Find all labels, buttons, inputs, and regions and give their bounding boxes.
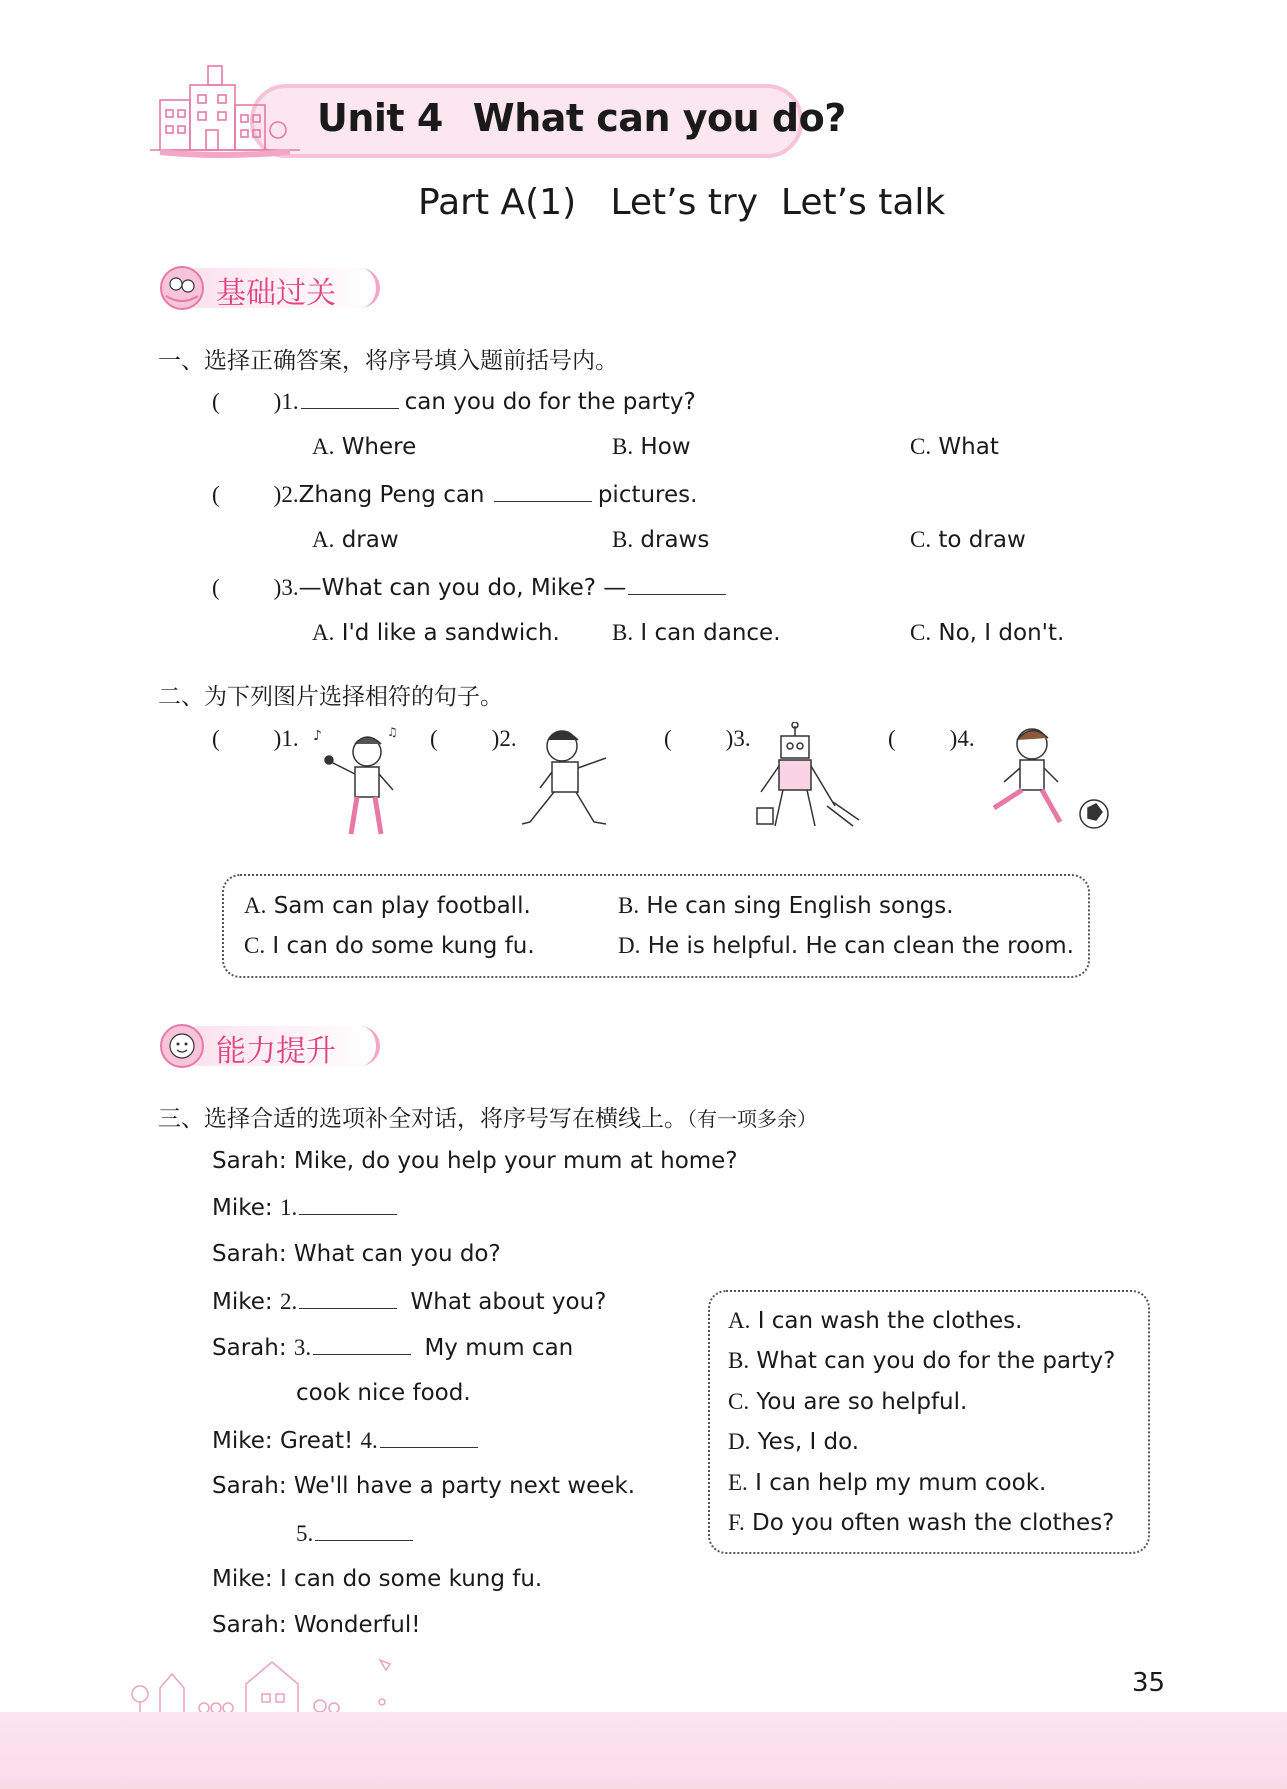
dialogue-line-3: Sarah: What can you do?	[212, 1241, 501, 1267]
q1-item-2-option-a: A. draw	[312, 527, 399, 553]
dialogue-line-11: Sarah: Wonderful!	[212, 1612, 421, 1638]
q2-choice-b: B. He can sing English songs.	[618, 893, 954, 919]
answer-bracket[interactable]: ( )2.	[212, 482, 299, 507]
q1-item-2: ( )2.Zhang Peng can pictures.	[212, 482, 698, 508]
picture-bracket-4[interactable]: ( )4.	[888, 726, 975, 751]
svg-text:♫: ♫	[387, 725, 398, 739]
q1-item-3-option-c: C. No, I don't.	[910, 620, 1065, 646]
answer-blank[interactable]	[380, 1427, 478, 1448]
answer-blank[interactable]	[628, 574, 726, 595]
q1-item-3: ( )3.—What can you do, Mike? —	[212, 574, 732, 601]
answer-bracket[interactable]: ( )3.	[212, 575, 299, 600]
picture-bracket-1[interactable]: ( )1.	[212, 726, 299, 751]
smiling-kid-icon	[158, 1022, 206, 1070]
unit-title: What can you do?	[472, 96, 846, 140]
q3-option-f: F. Do you often wash the clothes?	[728, 1510, 1115, 1536]
q1-item-1: ( )1. can you do for the party?	[212, 389, 696, 415]
dialogue-line-10: Mike: I can do some kung fu.	[212, 1566, 543, 1592]
q1-item-3-option-b: B. I can dance.	[612, 620, 781, 646]
q2-choice-c: C. I can do some kung fu.	[244, 933, 535, 959]
q1-item-1-option-a: A. Where	[312, 434, 417, 460]
dialogue-line-7: Mike: Great! 4.	[212, 1427, 484, 1454]
q2-choices-box	[222, 874, 1090, 978]
footer-band	[0, 1712, 1287, 1789]
singing-boy-picture	[305, 722, 405, 842]
svg-text:♪: ♪	[313, 728, 322, 744]
q3-option-b: B. What can you do for the party?	[728, 1348, 1116, 1374]
page-number: 35	[1132, 1668, 1166, 1698]
section-heading-advanced	[158, 1020, 380, 1072]
q1-item-1-option-b: B. How	[612, 434, 691, 460]
footer-town-decoration	[120, 1640, 440, 1720]
dialogue-line-4: Mike: 2. What about you?	[212, 1289, 607, 1315]
unit-number: Unit 4	[317, 96, 443, 140]
part-title: Part A(1) Let’s try Let’s talk	[418, 182, 946, 223]
q3-option-d: D. Yes, I do.	[728, 1429, 860, 1455]
section-heading-basic	[158, 262, 380, 314]
q2-choice-a: A. Sam can play football.	[244, 893, 531, 919]
q3-option-e: E. I can help my mum cook.	[728, 1470, 1047, 1496]
q1-item-2-option-c: C. to draw	[910, 527, 1026, 553]
answer-blank[interactable]	[315, 1520, 413, 1541]
section-heading-text: 能力提升	[216, 1034, 336, 1069]
q1-item-3-option-a: A. I'd like a sandwich.	[312, 620, 560, 646]
picture-bracket-2[interactable]: ( )2.	[430, 726, 517, 751]
q1-item-1-option-c: C. What	[910, 434, 999, 460]
dialogue-line-8: Sarah: We'll have a party next week.	[212, 1473, 636, 1499]
answer-blank[interactable]	[494, 481, 592, 502]
unit-banner	[150, 78, 846, 160]
dialogue-line-2: Mike: 1.	[212, 1194, 403, 1221]
dialogue-line-1: Sarah: Mike, do you help your mum at home?	[212, 1148, 738, 1174]
q1-instruction: 一、选择正确答案，将序号填入题前括号内。	[158, 348, 618, 374]
answer-blank[interactable]	[301, 388, 399, 409]
answer-bracket[interactable]: ( )1.	[212, 389, 299, 414]
answer-blank[interactable]	[299, 1288, 397, 1309]
q1-item-2-option-b: B. draws	[612, 527, 710, 553]
school-building-icon	[150, 60, 300, 160]
boy-football-picture	[980, 722, 1110, 842]
q3-option-c: C. You are so helpful.	[728, 1389, 968, 1415]
kungfu-boy-picture	[520, 722, 620, 842]
answer-blank[interactable]	[313, 1334, 411, 1355]
section-heading-text: 基础过关	[216, 276, 336, 311]
dialogue-line-5: Sarah: 3. My mum can	[212, 1335, 574, 1361]
answer-blank[interactable]	[299, 1194, 397, 1215]
dialogue-line-6: cook nice food.	[296, 1380, 471, 1406]
q3-note: （有一项多余）	[687, 1107, 817, 1131]
dialogue-line-9: 5.	[296, 1520, 419, 1547]
q2-choice-d: D. He is helpful. He can clean the room.	[618, 933, 1074, 959]
q2-instruction: 二、为下列图片选择相符的句子。	[158, 684, 503, 710]
globe-kids-icon	[158, 264, 206, 312]
picture-bracket-3[interactable]: ( )3.	[664, 726, 751, 751]
q3-option-a: A. I can wash the clothes.	[728, 1308, 1023, 1334]
robot-cleaning-picture	[755, 722, 865, 842]
q3-instruction: 三、选择合适的选项补全对话，将序号写在横线上。（有一项多余）	[158, 1106, 817, 1132]
